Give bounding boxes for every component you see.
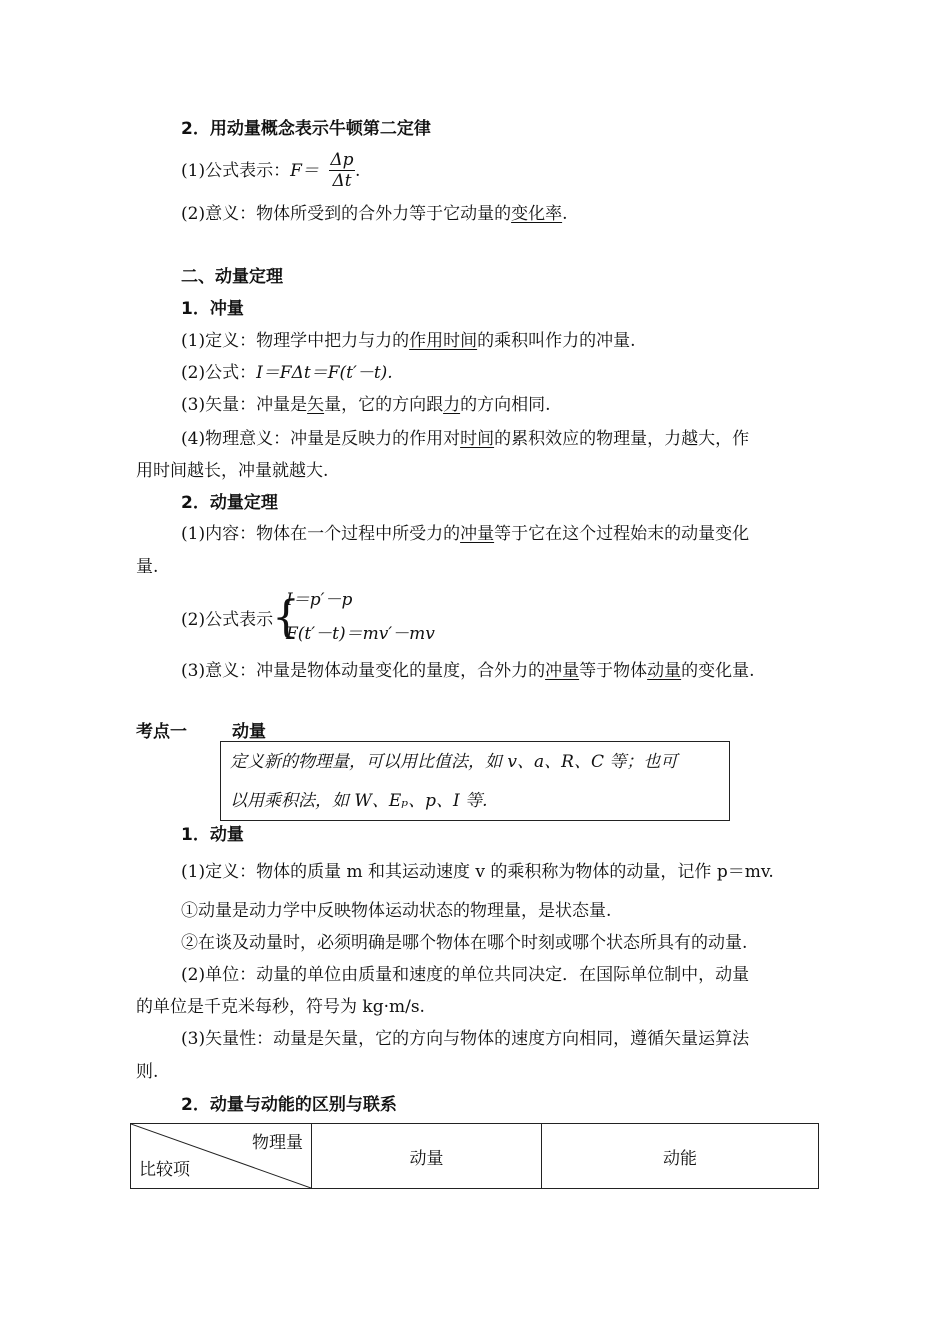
phys-part-1: (4)物理意义：冲量是反映力的作用对 [181, 429, 461, 449]
mean-underlined-1: 冲量 [545, 661, 580, 681]
formula-prefix: (1)公式表示： [181, 161, 291, 181]
comparison-table [130, 1123, 819, 1189]
vec-part-1: (3)矢量：冲量是 [181, 395, 308, 415]
impulse-formula [181, 362, 393, 384]
impulse-definition [181, 330, 636, 352]
momentum-vector: (3)矢量性：动量是矢量，它的方向与物体的速度方向相同，遵循矢量运算法 [181, 1029, 750, 1049]
impulse-vector [181, 394, 551, 416]
momentum-unit-cont: 的单位是千克米每秒，符号为 kg·m/s. [136, 997, 425, 1017]
impulse-physical-meaning-cont: 用时间越长，冲量就越大. [136, 461, 329, 481]
fraction-numerator: Δp [330, 150, 354, 170]
meaning-line [181, 203, 568, 225]
formula-line [181, 160, 319, 182]
theorem-content [181, 523, 749, 545]
theorem-formula-line-2: F(t′－t)＝mv′－mv [286, 624, 435, 644]
theorem-formula-prefix: (2)公式表示 [181, 610, 274, 630]
mean-part-2: 等于物体 [579, 661, 648, 681]
heading-newton-second-law: 2．用动量概念表示牛顿第二定律 [181, 119, 431, 139]
impulse-formula-prefix: (2)公式： [181, 363, 257, 383]
theorem-formula-line-1: I＝p′－p [286, 590, 353, 610]
def-prefix: (1)定义：物理学中把力与力的 [181, 331, 410, 351]
heading-impulse: 1．冲量 [181, 299, 244, 319]
vec-part-2: 量，它的方向跟 [324, 395, 444, 415]
note-box [220, 741, 730, 821]
corner-top-label: 物理量 [252, 1133, 303, 1153]
def-underlined: 作用时间 [409, 331, 478, 351]
momentum-vector-cont: 则. [136, 1062, 159, 1082]
meaning-end: . [562, 204, 568, 224]
heading-momentum-theorem: 2．动量定理 [181, 493, 278, 513]
mean-underlined-2: 动量 [647, 661, 682, 681]
theorem-meaning [181, 660, 755, 682]
fraction-dp-dt [329, 150, 355, 191]
table-corner-cell [131, 1124, 312, 1189]
mean-part-1: (3)意义：冲量是物体动量变化的量度，合外力的 [181, 661, 546, 681]
diagonal-header [131, 1124, 311, 1188]
content-part-1: (1)内容：物体在一个过程中所受力的 [181, 524, 461, 544]
fraction-denominator: Δt [332, 171, 352, 191]
momentum-comment-2: ②在谈及动量时，必须明确是哪个物体在哪个时刻或哪个状态所具有的动量. [181, 933, 748, 953]
vec-underlined-2: 力 [443, 395, 461, 415]
meaning-underlined: 变化率 [511, 204, 563, 224]
meaning-prefix: (2)意义：物体所受到的合外力等于它动量的 [181, 204, 512, 224]
content-underlined: 冲量 [460, 524, 495, 544]
point-label: 考点一 [136, 722, 187, 742]
theorem-content-cont: 量. [136, 557, 159, 577]
impulse-physical-meaning [181, 428, 749, 450]
table-header-momentum: 动量 [312, 1124, 542, 1189]
vec-part-3: 的方向相同. [460, 395, 551, 415]
section-title-momentum-theorem: 二、动量定理 [181, 267, 283, 287]
formula-lhs: F＝ [290, 161, 319, 181]
def-end: 的乘积叫作力的冲量. [477, 331, 636, 351]
content-part-2: 等于它在这个过程始末的动量变化 [494, 524, 750, 544]
table-row [131, 1124, 819, 1189]
vec-underlined-1: 矢 [307, 395, 325, 415]
momentum-comment-1: ①动量是动力学中反映物体运动状态的物理量，是状态量. [181, 901, 612, 921]
table-header-kinetic-energy: 动能 [542, 1124, 819, 1189]
momentum-definition: (1)定义：物体的质量 m 和其运动速度 v 的乘积称为物体的动量，记作 p＝mv. [181, 862, 774, 882]
left-brace: { [272, 592, 300, 643]
heading-momentum: 1．动量 [181, 825, 244, 845]
phys-part-2: 的累积效应的物理量，力越大，作 [494, 429, 750, 449]
mean-part-3: 的变化量. [681, 661, 755, 681]
note-line-2: 以用乘积法，如 W、Eₚ、p、I 等. [230, 791, 488, 811]
heading-momentum-vs-kinetic: 2．动量与动能的区别与联系 [181, 1095, 397, 1115]
impulse-formula-expr: I＝FΔt＝F(t′－t). [256, 363, 393, 383]
point-title: 动量 [232, 722, 266, 742]
corner-bottom-label: 比较项 [139, 1160, 190, 1180]
phys-underlined: 时间 [460, 429, 495, 449]
formula-end: . [355, 161, 361, 181]
note-line-1: 定义新的物理量，可以用比值法，如 v、a、R、C 等；也可 [230, 752, 678, 772]
momentum-unit: (2)单位：动量的单位由质量和速度的单位共同决定．在国际单位制中，动量 [181, 965, 750, 985]
